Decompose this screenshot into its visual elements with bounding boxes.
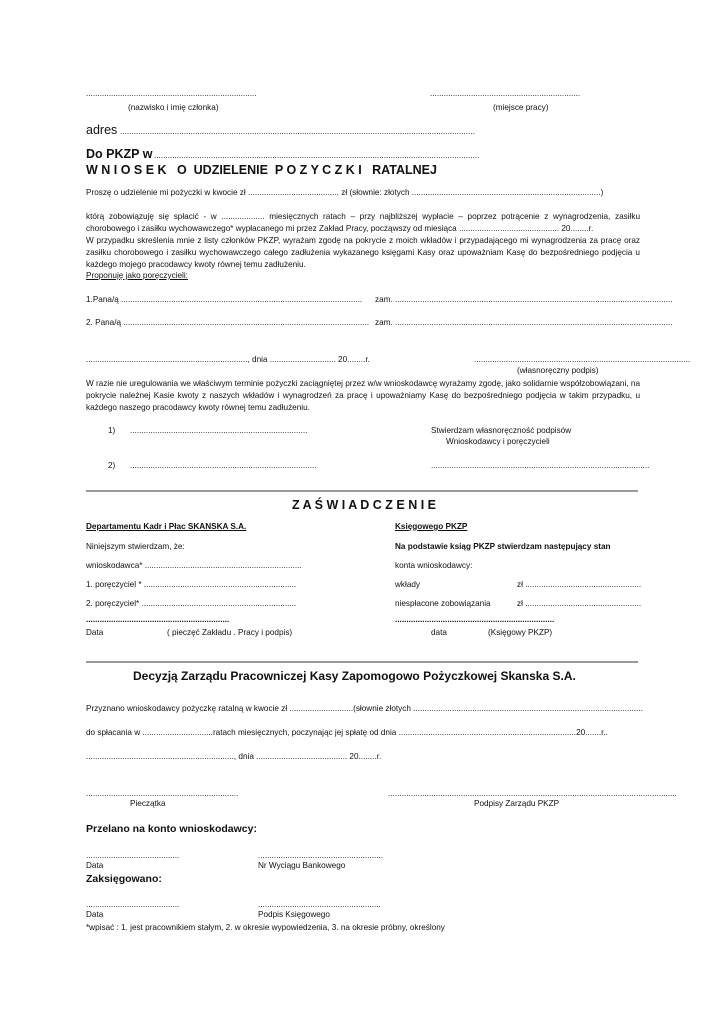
workplace-dots: .................................................................. xyxy=(430,89,581,98)
to-pkzp-prefix: Do PKZP w xyxy=(86,147,153,161)
statement-label: Nr Wyciągu Bankowego xyxy=(258,861,346,870)
guarantor2-sign-dots: .................................................................................. xyxy=(130,461,317,470)
confirm-label-2: Wnioskodawcy i poręczycieli xyxy=(446,437,550,446)
guarantor1-address: zam. .......................................................................................................................... xyxy=(375,295,673,304)
to-pkzp-dots: ............................................................................................................................................... xyxy=(154,151,480,160)
accountant-sign-dots-2: ...................................................... xyxy=(258,900,381,909)
guarantor2-address: zam. .......................................................................................................................... xyxy=(375,318,673,327)
hr-line-guarantor2: 2. poręczyciel* .................................................................... xyxy=(86,599,297,608)
application-title: W N I O S E K O UDZIELENIE P O Z Y C Z K I RATALNEJ xyxy=(86,163,437,177)
transfer-date-label: Data xyxy=(86,861,104,870)
accountant-sign-dots: ...................................................................... xyxy=(395,615,555,624)
unpaid-label: niespłacone zobowiązania xyxy=(395,599,491,608)
guarantor1-sign-number: 1) xyxy=(108,426,116,435)
statement-dots: ....................................................... xyxy=(258,851,384,860)
consent-text: W przypadku skreślenia mnie z listy członków PKZP, wyrażam zgodę na pokrycie z moich wkładów i przypadającego mi wynagrodzenia za pracę oraz zasiłku chorobowego i zasiłku wychowawczego całego zadłużenia wykazanego księgami Kasy oraz upoważniam Kasę do bezpośredniego podjęcia u każdego mojego pracodawcy kwoty równej temu zadłużeniu. xyxy=(86,236,640,269)
transfer-title: Przelano na konto wnioskodawcy: xyxy=(86,823,257,835)
applicant-signature-dots: ............................................................................................... xyxy=(474,355,691,364)
member-name-label: (nazwisko i imię członka) xyxy=(128,103,219,112)
board-sign-dots: ............................................................................................................................... xyxy=(388,789,677,798)
section-divider xyxy=(86,490,638,492)
stamp-label: Pieczątka xyxy=(130,799,166,808)
accountant-head: Księgowego PKZP xyxy=(395,522,468,531)
hr-department-head: Departamentu Kadr i Płac SKANSKA S.A. xyxy=(86,522,247,531)
booked-date-dots: ......................................... xyxy=(86,900,180,909)
transfer-date-dots: ......................................... xyxy=(86,851,180,860)
workplace-label: (miejsce pracy) xyxy=(493,103,549,112)
guarantor2-name: 2. Pana/ą ............................................................................................................ xyxy=(86,318,370,327)
deposits-label: wkłady xyxy=(395,580,421,589)
decision-line-2: do spłacania w ...............................ratach miesięcznych, poczynając jej spłatę od dnia ..............................................................................20.......r.. xyxy=(86,728,608,737)
certificate-title: Z A Ś W I A D C Z E N I E xyxy=(292,498,436,512)
applicant-signature-label: (własnoręczny podpis) xyxy=(517,366,599,375)
request-line: Proszę o udzielenie mi pożyczki w kwocie zł ........................................ zł (słownie: złotych ...................................................................................) xyxy=(86,188,604,197)
accountant-line-1: Na podstawie ksiąg PKZP stwierdzam następujący stan xyxy=(395,542,611,551)
deposits-value: zł ................................................... xyxy=(517,580,642,589)
booked-title: Zaksięgowano: xyxy=(86,873,162,885)
guarantor1-sign-dots: .............................................................................. xyxy=(130,426,308,435)
hr-line-1: Niniejszym stwierdzam, że: xyxy=(86,542,185,551)
booked-date-label: Data xyxy=(86,910,104,919)
member-name-dots: ........................................................................... xyxy=(86,89,257,98)
hr-stamp-label: ( pieczęć Zakładu . Pracy i podpis) xyxy=(167,628,293,637)
hr-line-applicant: wnioskodawca* ..................................................................... xyxy=(86,561,302,570)
address-dots: ............................................................................................................................................................ xyxy=(120,127,475,136)
accountant-stamp-label: (Księgowy PKZP) xyxy=(488,628,553,637)
decision-line-1: Przyznano wnioskodawcy pożyczkę ratalną w kwocie zł ............................(słownie złotych ..................................................................................................... xyxy=(86,704,643,713)
footnote: *wpisać : 1. jest pracownikiem stałym, 2. w okresie wypowiedzenia, 3. na okresie próbny, określony xyxy=(86,923,445,932)
unpaid-value: zł ................................................... xyxy=(517,599,642,608)
accountant-sign-label: Podpis Księgowego xyxy=(258,910,330,919)
stamp-dots: ................................................................... xyxy=(86,789,239,798)
confirm-label-1: Stwierdzam własnoręczność podpisów xyxy=(431,426,572,435)
guarantor2-sign-number: 2) xyxy=(108,461,116,470)
hr-date-label: Data xyxy=(86,628,104,637)
guarantee-text: W razie nie uregulowania we właściwym terminie pożyczki zaciągniętej przez w/w wnioskodawcę wyrażamy zgodę, jako solidarnie współzobowiązani, na pokrycie należnej Kasie kwoty z naszych wkładów i wynagrodzeń za pracę i upoważniamy Kasę do bezpośredniego podjęcia w takim przypadku, u każdego naszego pracodawcy kwoty równej temu zadłużeniu. xyxy=(86,379,640,412)
board-sign-label: Podpisy Zarządu PKZP xyxy=(474,799,560,808)
guarantor1-name: 1.Pana/ą .......................................................................................................... xyxy=(86,295,363,304)
application-date-line: ......................................................................., dnia ............................. 20........r. xyxy=(86,355,370,364)
hr-sign-dots: ............................................................... xyxy=(86,615,230,624)
accountant-line-2: konta wnioskodawcy: xyxy=(395,561,473,570)
guarantors-intro: Proponuję jako poręczycieli: xyxy=(86,271,188,280)
decision-title: Decyzją Zarządu Pracowniczej Kasy Zapomogowo Pożyczkowej Skanska S.A. xyxy=(133,669,576,683)
decision-line-3: ................................................................., dnia ........................................ 20........r. xyxy=(86,752,382,761)
accountant-date-label: data xyxy=(431,628,447,637)
hr-line-guarantor1: 1. poręczyciel * ................................................................... xyxy=(86,580,297,589)
section-divider xyxy=(86,661,638,663)
address-prefix: adres xyxy=(86,123,118,137)
confirm-dots: ................................................................................................ xyxy=(431,461,650,470)
repay-text: którą zobowiązuję się spłacić - w ................... miesięcznych ratach – przy najbliższej wypłacie – poprzez potrącenie z wynagrodzenia, zasiłku chorobowego i zasiłku wychowawczego* wypłacanego mi przez Zakład Pracy, począwszy od miesiąca ............................................ 20........r. xyxy=(86,212,640,233)
